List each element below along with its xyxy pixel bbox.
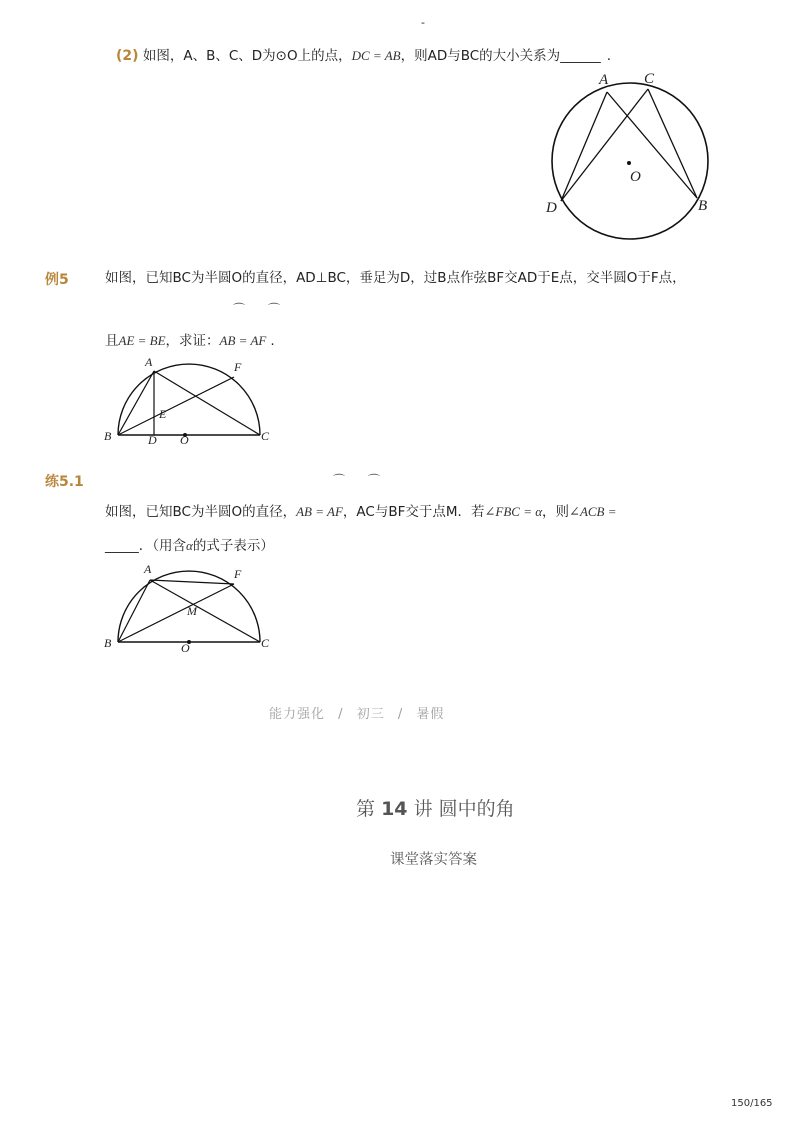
lecture-number: 14 (381, 798, 408, 820)
practice-goal: ∠ACB = (569, 504, 617, 519)
label-d: D (148, 433, 157, 447)
practice-5-1-line2 (105, 537, 274, 555)
arc-mark-ab: ⌒ (333, 473, 346, 487)
practice-5-1-line1 (105, 503, 617, 521)
center-point (627, 161, 631, 165)
question-2-number: (2) (116, 48, 139, 64)
label-o: O (180, 433, 189, 447)
breadcrumb-item-term: 暑假 (416, 707, 445, 722)
example-5-goal: AB = AF (219, 333, 267, 348)
breadcrumb-separator: / (338, 707, 344, 722)
label-a: A (599, 72, 609, 88)
segment-af (150, 580, 234, 584)
question-2-blank: ______ (560, 48, 601, 64)
label-b: B (698, 198, 708, 214)
label-c: C (261, 429, 270, 443)
breadcrumb (269, 703, 444, 722)
label-b: B (104, 429, 112, 443)
breadcrumb-separator: / (397, 707, 404, 722)
label-o: O (630, 169, 641, 185)
lecture-suffix: 讲 圆中的角 (413, 798, 515, 820)
section-subtitle: 课堂落实答案 (390, 852, 477, 868)
arc-mark-af: ⌒ (368, 473, 381, 487)
question-2-text-a: 如图，A、B、C、D为⊙O上的点， (142, 48, 352, 64)
label-e: E (159, 407, 167, 421)
example-5-label: 例5 (45, 272, 69, 288)
example-5-line2-mid: ，求证： (165, 333, 220, 349)
label-f: F (234, 360, 242, 374)
label-d: D (546, 200, 557, 216)
semicircle-figure-pr51 (100, 558, 280, 658)
label-b: B (104, 636, 112, 650)
practice-line1-b: ，AC与BF交于点M．若 (342, 504, 485, 520)
example-5-line2-prefix: 且 (105, 333, 119, 349)
chord-bf (118, 377, 234, 435)
chord-ad (561, 92, 607, 201)
label-c: C (261, 636, 270, 650)
lecture-prefix: 第 (356, 798, 376, 820)
example-5-line1: 如图，已知BC为半圆O的直径，AD⊥BC，垂足为D，过B点作弦BF交AD于E点，交半圆O于F点， (105, 270, 686, 286)
arc-mark-be: ⌒ (268, 302, 281, 316)
breadcrumb-item-grade: 初三 (356, 707, 385, 722)
question-2-condition: DC = AB (351, 48, 401, 63)
label-m: M (187, 604, 197, 618)
chord-bf (118, 584, 234, 642)
arc-mark-ae: ⌒ (233, 302, 246, 316)
circle-figure-q2 (540, 68, 720, 248)
chord-ab (607, 92, 697, 198)
lecture-title (356, 794, 515, 821)
practice-line2-b: 的式子表示） (192, 538, 274, 554)
example-5-condition: AE = BE (118, 333, 166, 348)
practice-line1-c: ，则 (542, 504, 570, 520)
chord-bc (648, 89, 697, 198)
semicircle-figure-ex5 (100, 352, 280, 452)
practice-blank: _____ (105, 538, 139, 554)
label-a: A (144, 562, 152, 576)
practice-alpha: α (186, 538, 193, 553)
practice-cond-1: AB = AF (296, 504, 343, 519)
example-5-line2 (105, 332, 275, 350)
label-f: F (234, 567, 242, 581)
question-2-end: . (606, 48, 611, 64)
label-a: A (145, 355, 153, 369)
page-number: 150/165 (731, 1098, 773, 1109)
question-2-text (116, 47, 611, 65)
practice-5-1-label: 练5.1 (45, 474, 84, 490)
segment-ab (118, 580, 150, 642)
example-5-line2-end: . (270, 333, 275, 349)
top-marker: - (421, 16, 425, 29)
breadcrumb-item-course: 能力强化 (269, 707, 326, 722)
practice-line1-a: 如图，已知BC为半圆O的直径， (105, 504, 297, 520)
practice-line2-a: ．（用含 (138, 538, 186, 554)
label-c: C (644, 71, 655, 87)
practice-cond-2: ∠FBC = α (484, 504, 543, 519)
question-2-text-b: ，则AD与BC的大小关系为 (400, 48, 561, 64)
circle-o (552, 83, 708, 239)
segment-ac (154, 371, 260, 435)
segment-ac (150, 580, 260, 642)
label-o: O (181, 641, 190, 655)
